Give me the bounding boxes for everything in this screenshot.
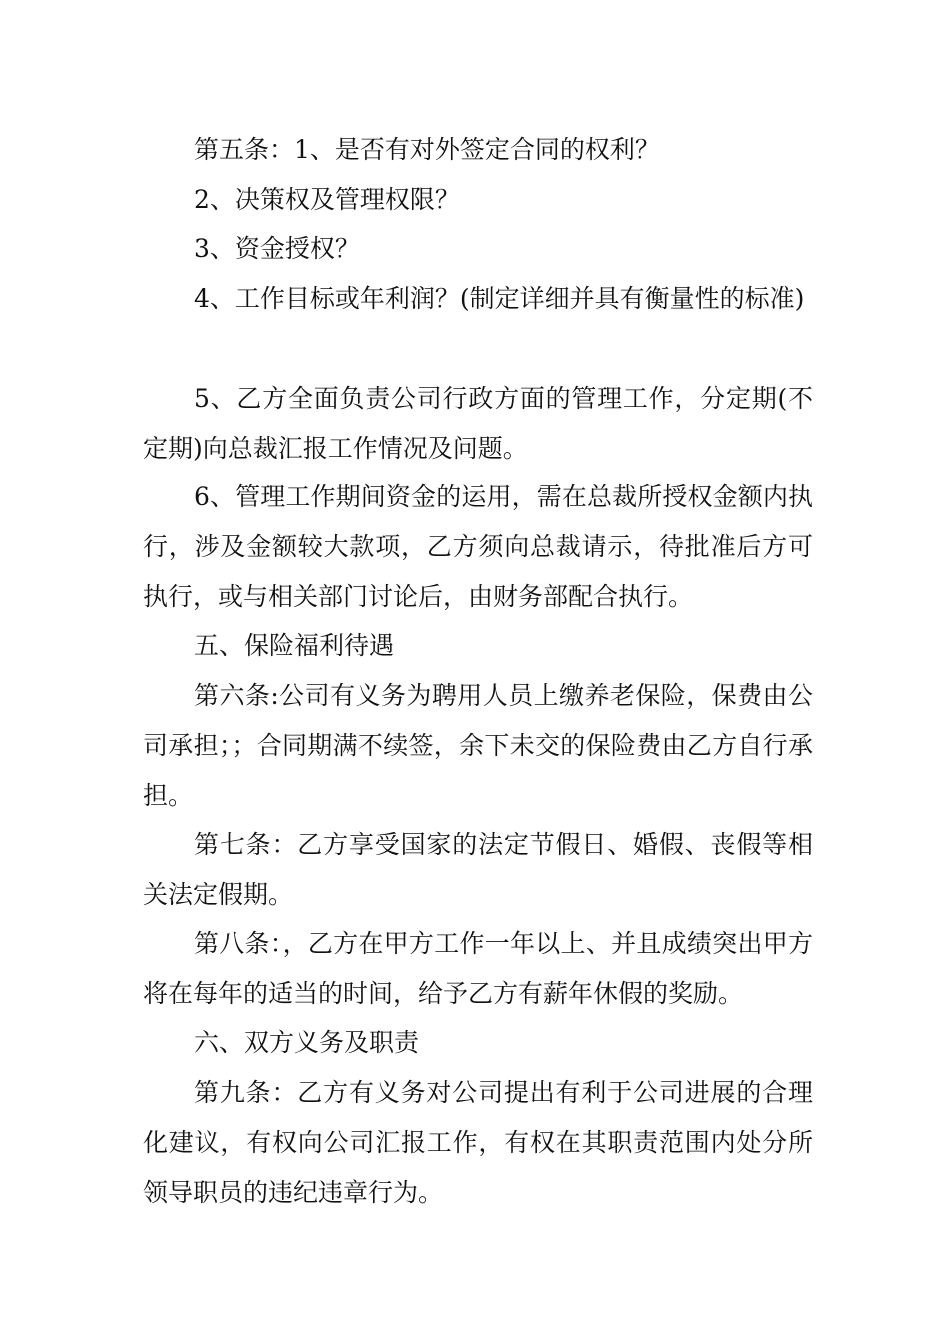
article-5-item-6: 6、管理工作期间资金的运用，需在总裁所授权金额内执行，涉及金额较大款项，乙方须向总裁请示，待批准后方可执行，或与相关部门讨论后，由财务部配合执行。 [143, 482, 813, 611]
section-heading-obligations: 六、双方义务及职责 [194, 1028, 420, 1057]
article-6: 第六条:公司有义务为聘用人员上缴养老保险，保费由公司承担；；合同期满不续签，余下未交的保险费由乙方自行承担。 [143, 681, 813, 810]
article-7: 第七条：乙方享受国家的法定节假日、婚假、丧假等相关法定假期。 [143, 830, 813, 909]
article-5-item-3: 3、资金授权？ [194, 234, 360, 263]
section-heading-insurance-benefits: 五、保险福利待遇 [194, 631, 395, 660]
article-5-item-1: 第五条：1、是否有对外签定合同的权利？ [194, 135, 660, 164]
article-9: 第九条：乙方有义务对公司提出有利于公司进展的合理化建议，有权向公司汇报工作，有权在其职责范围内处分所领导职员的违纪违章行为。 [143, 1078, 813, 1207]
article-8: 第八条：，乙方在甲方工作一年以上、并且成绩突出甲方将在每年的适当的时间，给予乙方有薪年休假的奖励。 [143, 929, 813, 1008]
article-5-item-2: 2、决策权及管理权限？ [194, 185, 460, 214]
article-5-item-5: 5、乙方全面负责公司行政方面的管理工作，分定期(不定期)向总裁汇报工作情况及问题。 [143, 384, 813, 463]
article-5-item-4: 4、工作目标或年利润？(制定详细并具有衡量性的标准) [194, 284, 805, 313]
